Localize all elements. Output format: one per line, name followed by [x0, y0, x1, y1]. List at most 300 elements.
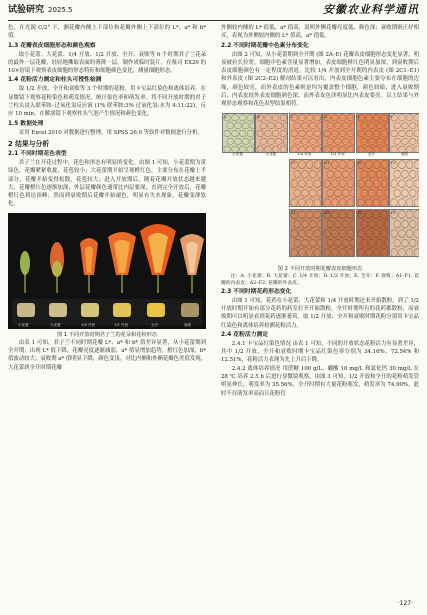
cell-outline	[373, 179, 380, 187]
cell-texture	[390, 160, 419, 206]
cell-outline	[361, 138, 368, 145]
cell-outline	[309, 170, 316, 178]
cell-texture	[256, 114, 287, 152]
cell-outline	[265, 130, 272, 137]
cell-micrograph-panel	[222, 113, 255, 153]
cell-outline	[365, 210, 372, 218]
cell-outline	[227, 138, 234, 145]
cell-outline	[314, 210, 321, 218]
cell-outline	[332, 114, 339, 121]
flower-large-bud	[50, 242, 64, 293]
cell-outline	[368, 189, 375, 197]
cell-outline	[298, 179, 305, 187]
cell-outline	[409, 170, 416, 178]
figure-1-label: 衰败	[184, 322, 192, 327]
cell-outline	[343, 138, 350, 145]
cell-outline	[343, 220, 350, 228]
cell-outline	[414, 114, 419, 121]
cell-outline	[376, 189, 383, 197]
cell-outline	[417, 170, 419, 178]
cell-micrograph-panel	[389, 159, 419, 207]
cell-micrograph-panel	[289, 159, 322, 207]
cell-outline	[340, 210, 347, 218]
cell-outline	[335, 220, 342, 228]
cell-outline	[291, 179, 298, 187]
paragraph: 君子兰在开花过程中，花色和形态有明显的变化。由图 1 可知，小花蕾期为黄绿色，花瓣紧紧收拢，花苞较小；大花蕾期开始呈现橙红色，主要分布在花瓣上半部分，花瓣开始变得松散，花苞较大；进入开放期后，随着花瓣开放状态越来越大，花瓣橙红色逐渐加深，外层花瓣颜色通常比内层要深，直到完全开放后，花瓣橙红色到达顶峰；然而到衰败期后花瓣开始褪色，明显有失水现象，花瓣变薄软化。	[8, 159, 206, 208]
panel-letter: E1	[357, 160, 363, 165]
cell-outline	[235, 138, 242, 145]
cell-outline	[409, 239, 416, 247]
cell-outline	[301, 189, 308, 197]
cell-outline	[406, 130, 413, 137]
cell-outline	[291, 229, 298, 237]
cell-outline	[284, 122, 288, 129]
cell-outline	[291, 248, 298, 255]
cell-outline	[399, 179, 406, 187]
cell-outline	[335, 138, 342, 145]
cell-outline	[327, 122, 334, 129]
paragraph: 2.4.1 卡宝品红染色情况 由表 1 可知，不同的开放状态花粉活力有显著差异，其中 1/2 开放、全开和衰败时期卡宝品红染色率分别为 34.16%、72.54% 和 12.51%，花粉活力表现为先上升后下降。	[221, 340, 419, 364]
cell-outline	[391, 248, 398, 255]
figure-1-label: 1/4 开放	[81, 322, 96, 327]
panel-stage-label: 1/2 开放	[330, 151, 345, 156]
cell-outline	[298, 210, 305, 218]
cell-outline	[327, 170, 334, 178]
cell-outline	[250, 138, 254, 145]
cell-outline	[343, 170, 350, 178]
cell-outline	[347, 130, 354, 137]
cell-outline	[332, 179, 339, 187]
cell-outline	[357, 179, 364, 187]
cell-outline	[402, 170, 409, 178]
cell-outline	[417, 189, 419, 197]
panel-stage-label: 全开	[367, 151, 375, 156]
panel-stage-label: 1/4 开放	[297, 151, 312, 156]
panel-letter: C	[290, 114, 294, 119]
journal-section: 试验研究	[8, 5, 45, 15]
cell-outline	[335, 239, 342, 247]
cell-outline	[399, 130, 406, 137]
cell-outline	[294, 220, 301, 228]
cell-outline	[340, 160, 347, 168]
cell-outline	[399, 198, 406, 205]
cell-outline	[357, 229, 364, 237]
cell-outline	[317, 189, 321, 197]
cell-outline	[414, 198, 419, 205]
cell-outline	[309, 220, 316, 228]
cell-outline	[381, 210, 388, 218]
cell-outline	[298, 198, 305, 205]
cell-outline	[391, 179, 398, 187]
cell-outline	[376, 239, 383, 247]
cell-outline	[347, 160, 354, 168]
cell-outline	[409, 138, 416, 145]
cell-outline	[298, 160, 305, 168]
cell-outline	[394, 138, 401, 145]
cell-outline	[294, 122, 301, 129]
cell-micrograph-panel	[356, 113, 389, 153]
cell-outline	[368, 220, 375, 228]
cell-outline	[227, 122, 234, 129]
cell-outline	[276, 138, 283, 145]
flower-small-bud	[20, 251, 30, 293]
panel-letter: C1	[290, 160, 296, 165]
cell-micrograph-panel	[356, 209, 389, 257]
cell-outline	[357, 130, 364, 137]
cell-outline	[280, 130, 287, 137]
cell-outline	[402, 122, 409, 129]
cell-outline	[381, 114, 388, 121]
cell-outline	[394, 189, 401, 197]
cell-outline	[381, 160, 388, 168]
cell-outline	[343, 122, 350, 129]
cell-outline	[301, 122, 308, 129]
cell-outline	[324, 130, 331, 137]
cell-outline	[376, 220, 383, 228]
cell-outline	[357, 198, 364, 205]
cell-outline	[347, 229, 354, 237]
cell-outline	[343, 239, 350, 247]
cell-outline	[414, 130, 419, 137]
cell-outline	[235, 122, 242, 129]
cell-outline	[327, 138, 334, 145]
section-heading-2-2: 2.2 不同时期花瓣中色素分布变化	[221, 42, 309, 49]
cell-outline	[365, 229, 372, 237]
cell-outline	[314, 160, 321, 168]
cell-outline	[317, 170, 321, 178]
cell-outline	[260, 138, 267, 145]
cell-outline	[373, 248, 380, 255]
cell-outline	[365, 160, 372, 168]
cell-texture	[323, 210, 354, 256]
cell-outline	[417, 239, 419, 247]
cell-outline	[373, 130, 380, 137]
panel-letter: E	[357, 114, 360, 119]
cell-outline	[291, 198, 298, 205]
cell-texture	[290, 114, 321, 152]
paragraph: 2.4.2 离体培养情况 用蔗糖 100 g/L、硼酸 10 mg/L 和氯化钙 30 mg/L 在 28 ℃ 培养 2.5 h 后进行显微镜观察，由图 3 可知，1/2 开放和全开的花粉萌发管明显伸长，萌发率为 35.56%，全开时期有大量花粉萌发，萌发率为 74.90%，此时不仅萌发率高而且花粉管	[221, 365, 419, 397]
flower-half-open	[108, 232, 136, 293]
paragraph: 色，在光源 C/2° 下，测花瓣内侧上下部位和花瓣外侧上下部位的 L*、a* 和 b* 值。	[8, 25, 206, 40]
cell-outline	[376, 170, 383, 178]
cell-outline	[414, 210, 419, 218]
cell-outline	[409, 122, 416, 129]
cell-micrograph-panel	[322, 209, 355, 257]
cell-outline	[294, 138, 301, 145]
cell-outline	[306, 179, 313, 187]
cell-outline	[306, 130, 313, 137]
cell-texture	[290, 210, 321, 256]
flower-senescent	[180, 234, 204, 293]
cell-outline	[340, 130, 347, 137]
cell-outline	[350, 189, 354, 197]
figure-1-label: 1/2 开放	[114, 322, 129, 327]
cell-outline	[340, 198, 347, 205]
cell-outline	[394, 122, 401, 129]
left-column	[8, 24, 206, 596]
cell-outline	[332, 248, 339, 255]
cell-outline	[373, 229, 380, 237]
cell-outline	[357, 248, 364, 255]
section-heading-1-5: 1.5 数据处理	[8, 120, 44, 127]
cell-outline	[350, 122, 354, 129]
cell-outline	[335, 170, 342, 178]
cell-micrograph-panel	[389, 209, 419, 257]
cell-outline	[399, 229, 406, 237]
cell-outline	[361, 122, 368, 129]
cell-outline	[343, 189, 350, 197]
cell-outline	[324, 248, 331, 255]
cell-outline	[298, 248, 305, 255]
cell-outline	[361, 239, 368, 247]
section-heading-2: 2 结果与分析	[8, 139, 50, 148]
cell-outline	[373, 114, 380, 121]
panel-stage-label: 衰败	[400, 151, 409, 156]
anther-photos	[12, 299, 202, 325]
cell-outline	[406, 210, 413, 218]
cell-outline	[239, 114, 246, 121]
cell-outline	[257, 130, 264, 137]
cell-outline	[317, 138, 321, 145]
cell-outline	[294, 170, 301, 178]
cell-outline	[361, 170, 368, 178]
cell-outline	[298, 229, 305, 237]
cell-outline	[368, 239, 375, 247]
cell-outline	[368, 122, 375, 129]
cell-outline	[381, 248, 388, 255]
cell-outline	[327, 189, 334, 197]
cell-outline	[384, 122, 388, 129]
cell-outline	[350, 220, 354, 228]
cell-outline	[402, 189, 409, 197]
cell-outline	[399, 114, 406, 121]
panel-letter: E2	[357, 210, 363, 215]
cell-outline	[391, 229, 398, 237]
cell-texture	[390, 210, 419, 256]
cell-outline	[332, 229, 339, 237]
cell-texture	[357, 210, 388, 256]
cell-outline	[347, 248, 354, 255]
cell-outline	[273, 114, 280, 121]
cell-outline	[350, 170, 354, 178]
panel-letter: C2	[290, 210, 296, 215]
cell-outline	[384, 220, 388, 228]
cell-outline	[332, 198, 339, 205]
cell-outline	[239, 130, 246, 137]
cell-outline	[306, 160, 313, 168]
cell-outline	[347, 210, 354, 218]
figure-2-caption: 图 2 不同开放时期花瓣表皮细胞形态	[277, 265, 363, 272]
cell-outline	[314, 114, 321, 121]
cell-outline	[417, 122, 419, 129]
cell-outline	[417, 138, 419, 145]
cell-outline	[332, 210, 339, 218]
cell-outline	[268, 138, 275, 145]
cell-outline	[414, 179, 419, 187]
cell-outline	[384, 239, 388, 247]
cell-outline	[224, 130, 231, 137]
cell-outline	[365, 248, 372, 255]
paragraph: 由表 1 可知，君子兰不同时期花瓣 L*、a* 和 b* 值差异显著，从小花蕾期到全开期，出现 L* 值下降，花瓣亮度逐渐减弱，a* 值显增加趋势，橙红色加深，b* 值波动较大；衰败期 a* 值明显下降，颜色变浅。对比内侧和外侧花瓣色差值发现，大花蕾到全开时期花瓣	[8, 339, 206, 371]
cell-outline	[381, 130, 388, 137]
cell-outline	[406, 229, 413, 237]
cell-outline	[376, 122, 383, 129]
cell-outline	[391, 198, 398, 205]
cell-micrograph-panel	[389, 113, 419, 153]
cell-outline	[361, 220, 368, 228]
panel-letter: D2	[324, 210, 330, 215]
cell-outline	[365, 198, 372, 205]
cell-outline	[298, 114, 305, 121]
cell-outline	[361, 189, 368, 197]
cell-outline	[406, 179, 413, 187]
cell-outline	[324, 198, 331, 205]
paragraph: 采用 Excel 2010 对数据进行整理，用 SPSS 26.0 等软件对数据进行分析。	[18, 129, 203, 136]
cell-micrograph-panel	[289, 113, 322, 153]
panel-letter: D	[324, 114, 327, 119]
cell-outline	[417, 220, 419, 228]
cell-outline	[347, 179, 354, 187]
header-rule	[8, 20, 419, 21]
cell-outline	[306, 114, 313, 121]
cell-outline	[373, 210, 380, 218]
cell-outline	[306, 210, 313, 218]
cell-outline	[365, 179, 372, 187]
cell-outline	[402, 239, 409, 247]
figure-2-epidermal-cells	[221, 113, 419, 263]
panel-letter: D1	[324, 160, 330, 165]
cell-outline	[414, 229, 419, 237]
paragraph: 由图 2 可知，从小花蕾期到全开期 (图 2A–E) 花瓣表皮细胞形态变化显著，明显被拉长拉宽，细胞中色素含量显著增加，表皮细胞橙红色明显加深，到衰败期后表皮细胞颜色有一定程度的消退。比较 1/4 开放到全开期的内表皮 (图 2C1–E1) 和外表皮 (图 2C2–E2) 解剖结果可以看出，内表皮细胞色素主要分布在细胞的边缘，颜色较亮，而外表皮的色素则是均匀覆盖整个细胞，颜色较暗；进入衰败期后，内表皮较外表皮细胞颜色深，而外表皮色泽明显比内表皮要亮。以上结果与外观形态观察和花色表型结果相符。	[221, 51, 419, 108]
cell-outline	[340, 229, 347, 237]
cell-outline	[301, 239, 308, 247]
cell-outline	[340, 114, 347, 121]
cell-texture	[223, 114, 254, 152]
cell-outline	[376, 138, 383, 145]
cell-outline	[276, 122, 283, 129]
panel-letter: F1	[391, 160, 396, 165]
cell-outline	[242, 122, 249, 129]
cell-outline	[301, 220, 308, 228]
cell-outline	[394, 220, 401, 228]
cell-outline	[406, 198, 413, 205]
cell-texture	[390, 114, 419, 152]
cell-outline	[384, 189, 388, 197]
cell-outline	[232, 130, 239, 137]
figure-1-caption: 图 1 不同开放时期君子兰的花朵和花粉形态	[57, 331, 157, 338]
cell-outline	[324, 179, 331, 187]
cell-outline	[373, 160, 380, 168]
cell-outline	[309, 138, 316, 145]
cell-outline	[368, 170, 375, 178]
figure-1-label: 小花蕾	[18, 322, 29, 327]
cell-outline	[309, 122, 316, 129]
cell-outline	[368, 138, 375, 145]
cell-outline	[399, 248, 406, 255]
cell-texture	[357, 114, 388, 152]
figure-1-label: 大花蕾	[50, 322, 61, 327]
cell-outline	[250, 122, 254, 129]
section-heading-2-1: 2.1 不同时期花色表型	[8, 150, 67, 157]
cell-outline	[247, 130, 254, 137]
section-heading-2-4: 2.4 花粉活力测定	[221, 331, 269, 338]
cell-outline	[306, 229, 313, 237]
cell-texture	[323, 160, 354, 206]
panel-letter: A	[224, 114, 227, 119]
cell-outline	[402, 220, 409, 228]
cell-texture	[290, 160, 321, 206]
cell-micrograph-panel	[289, 209, 322, 257]
cell-outline	[350, 239, 354, 247]
cell-outline	[260, 122, 267, 129]
cell-outline	[265, 114, 272, 121]
cell-outline	[384, 170, 388, 178]
cell-outline	[347, 114, 354, 121]
cell-outline	[294, 239, 301, 247]
cell-outline	[298, 130, 305, 137]
cell-outline	[317, 122, 321, 129]
cell-outline	[381, 179, 388, 187]
cell-outline	[324, 229, 331, 237]
panel-stage-label: 小花蕾	[232, 151, 243, 156]
cell-outline	[399, 160, 406, 168]
cell-outline	[340, 179, 347, 187]
figure-1-flower-photos	[8, 213, 206, 329]
flower-photo-strip	[8, 213, 206, 329]
cell-outline	[242, 138, 249, 145]
cell-outline	[406, 248, 413, 255]
cell-outline	[340, 248, 347, 255]
cell-outline	[306, 198, 313, 205]
cell-outline	[409, 220, 416, 228]
cell-outline	[301, 138, 308, 145]
cell-outline	[314, 248, 321, 255]
paragraph: 由图 1 可知，花药在小花蕾、大花蕾和 1/4 开放时期还未开始散粉，到了 1/2 开放时期开始有部分花药的药室打开开始散粉，全开时期所有的花药都散粉，而衰败期可以明显看到花药逐渐萎蔫。取 1/2 开放、全开和衰败时期花粉分别用卡宝品红染色和离体培养检测花粉活力。	[221, 297, 419, 329]
cell-outline	[335, 122, 342, 129]
section-heading-1-3: 1.3 花瓣表皮细胞形态和颜色观察	[8, 42, 96, 49]
cell-micrograph-panel	[255, 113, 288, 153]
section-label	[8, 3, 73, 17]
cell-outline	[317, 220, 321, 228]
cell-outline	[327, 220, 334, 228]
cell-outline	[365, 130, 372, 137]
cell-outline	[232, 114, 239, 121]
panel-letter: B	[257, 114, 260, 119]
cell-outline	[309, 239, 316, 247]
cell-micrograph-panel	[322, 159, 355, 207]
cell-micrograph-panel	[322, 113, 355, 153]
cell-outline	[327, 239, 334, 247]
cell-outline	[280, 114, 287, 121]
panel-letter: F2	[391, 210, 396, 215]
cell-outline	[350, 138, 354, 145]
cell-outline	[394, 239, 401, 247]
cell-outline	[365, 114, 372, 121]
panel-letter: F	[391, 114, 394, 119]
figure-2-note: 注：A. 小花蕾；B. 大花蕾；C. 1/4 开放；D. 1/2 开放；E. 全开；F. 衰败；A1–F1. 花瓣的内表皮；A2–F2. 花瓣的外表皮。	[221, 273, 419, 286]
cell-outline	[314, 198, 321, 205]
journal-brand-logo: 安徽农业科学通讯	[323, 3, 419, 16]
cell-outline	[291, 130, 298, 137]
flower-full-open	[140, 224, 176, 293]
cell-outline	[414, 248, 419, 255]
cell-outline	[384, 138, 388, 145]
cell-outline	[347, 198, 354, 205]
flower-quarter-open	[80, 238, 98, 293]
cell-outline	[301, 170, 308, 178]
cell-outline	[394, 170, 401, 178]
section-heading-2-3: 2.3 不同时期花药形态变化	[221, 288, 292, 295]
